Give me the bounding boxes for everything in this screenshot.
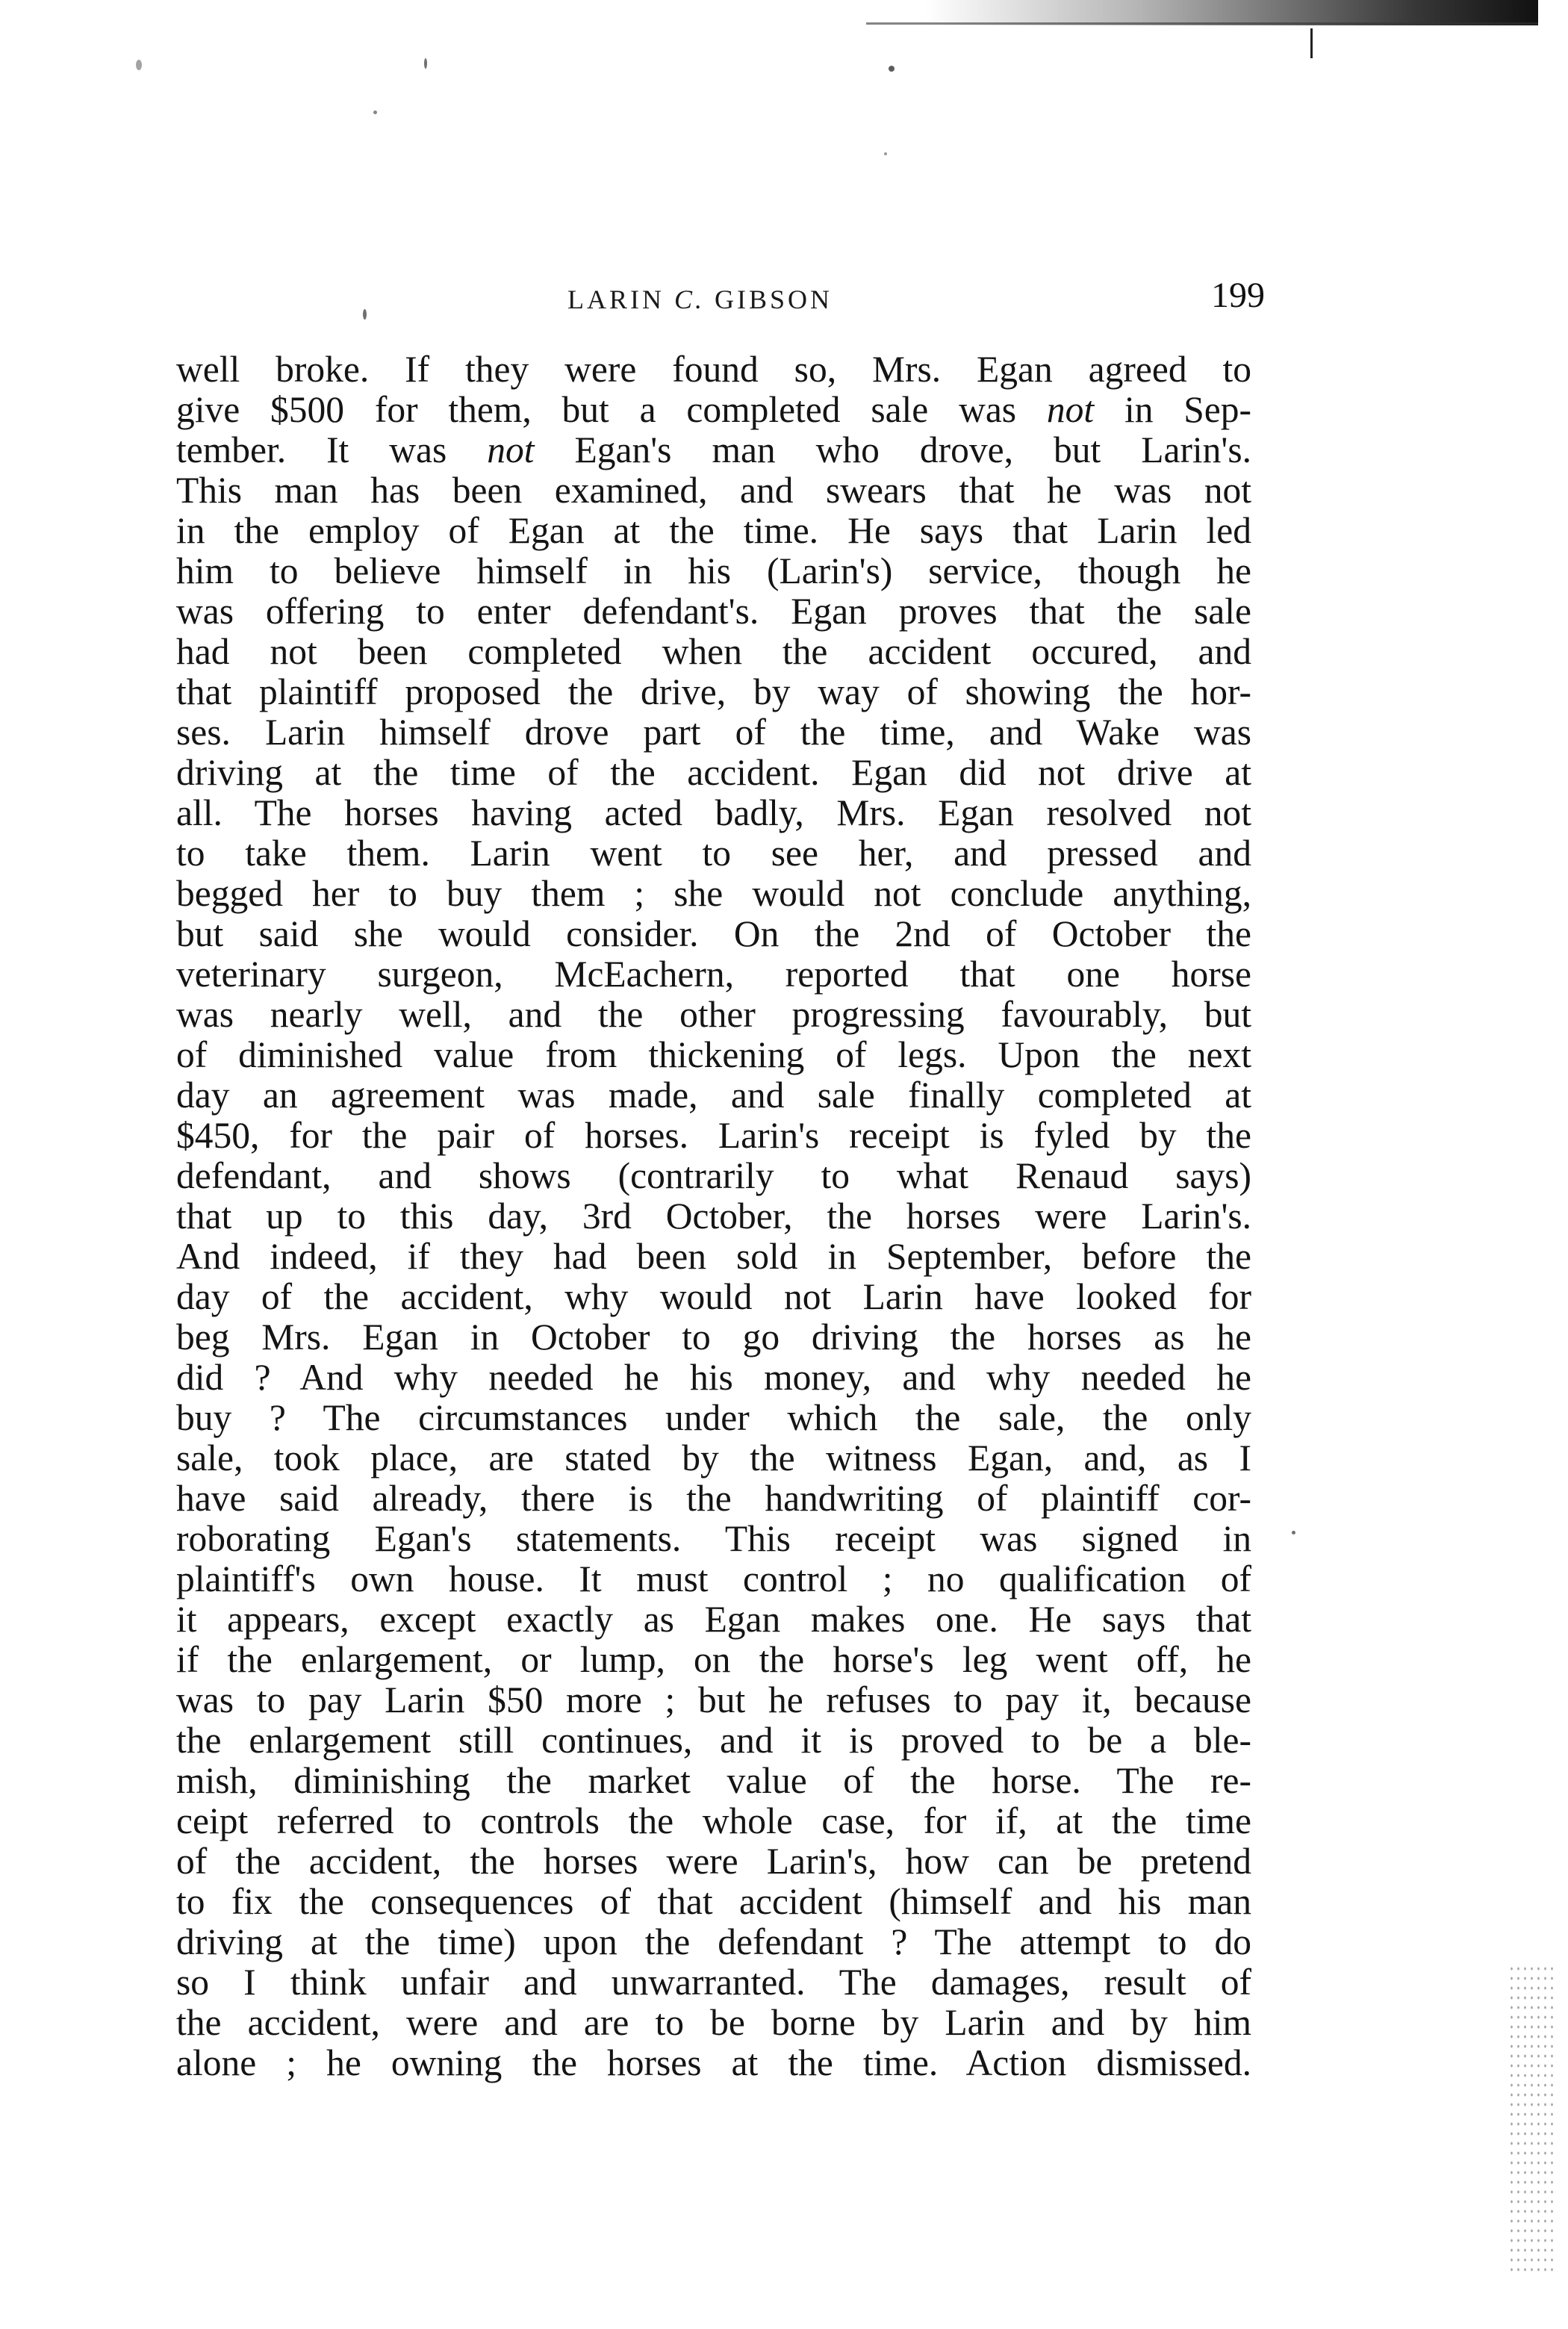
text-line: him to believe himself in his (Larin's) service, though he bbox=[176, 550, 1251, 591]
text-line: have said already, there is the handwriting of plaintiff cor- bbox=[176, 1478, 1251, 1519]
running-head-surname: GIBSON bbox=[705, 284, 833, 314]
running-head-name: LARIN bbox=[567, 284, 674, 314]
scan-speck bbox=[136, 60, 142, 70]
text-line: driving at the time) upon the defendant ? The attempt to do bbox=[176, 1921, 1251, 1962]
scan-edge-line bbox=[866, 22, 1538, 25]
text-run: in Sep- bbox=[1094, 389, 1251, 430]
body-text bbox=[176, 349, 1251, 2083]
text-line: to take them. Larin went to see her, and pressed and bbox=[176, 833, 1251, 874]
emphasis: not bbox=[487, 429, 535, 470]
text-line: mish, diminishing the market value of the horse. The re- bbox=[176, 1760, 1251, 1801]
text-line: This man has been examined, and swears that he was not bbox=[176, 470, 1251, 511]
page-header bbox=[0, 275, 1568, 320]
text-line: of diminished value from thickening of legs. Upon the next bbox=[176, 1034, 1251, 1075]
emphasis: not bbox=[1046, 389, 1095, 430]
text-line bbox=[176, 430, 1251, 470]
text-line: sale, took place, are stated by the witness Egan, and, as I bbox=[176, 1437, 1251, 1478]
text-line: ses. Larin himself drove part of the time, and Wake was bbox=[176, 712, 1251, 753]
scan-speck bbox=[424, 58, 427, 69]
scan-margin-noise bbox=[1508, 1964, 1553, 2277]
text-line: $450, for the pair of horses. Larin's receipt is fyled by the bbox=[176, 1115, 1251, 1156]
text-line: alone ; he owning the horses at the time. Action dismissed. bbox=[176, 2042, 1251, 2083]
text-line: buy ? The circumstances under which the sale, the only bbox=[176, 1397, 1251, 1438]
text-run: tember. It was bbox=[176, 429, 488, 470]
text-line: was offering to enter defendant's. Egan proves that the sale bbox=[176, 591, 1251, 632]
text-line: to fix the consequences of that accident (himself and his man bbox=[176, 1881, 1251, 1922]
text-run: Egan's man who drove, but Larin's. bbox=[534, 429, 1251, 470]
text-line: but said she would consider. On the 2nd of October the bbox=[176, 913, 1251, 954]
text-line: so I think unfair and unwarranted. The damages, result of bbox=[176, 1962, 1251, 2003]
text-line: it appears, except exactly as Egan makes one. He says that bbox=[176, 1599, 1251, 1640]
text-line: plaintiff's own house. It must control ; no qualification of bbox=[176, 1558, 1251, 1599]
text-line: was to pay Larin $50 more ; but he refuses to pay it, because bbox=[176, 1679, 1251, 1720]
text-line: all. The horses having acted badly, Mrs. Egan resolved not bbox=[176, 792, 1251, 833]
text-line: driving at the time of the accident. Egan did not drive at bbox=[176, 752, 1251, 793]
text-line: had not been completed when the accident occured, and bbox=[176, 631, 1251, 672]
scan-speck bbox=[373, 111, 377, 114]
text-line: was nearly well, and the other progressing favourably, but bbox=[176, 994, 1251, 1035]
text-line: day an agreement was made, and sale finally completed at bbox=[176, 1075, 1251, 1116]
text-line: that plaintiff proposed the drive, by way of showing the hor- bbox=[176, 671, 1251, 712]
text-line: that up to this day, 3rd October, the horses were Larin's. bbox=[176, 1195, 1251, 1237]
text-line: the enlargement still continues, and it is proved to be a ble- bbox=[176, 1720, 1251, 1761]
text-line: begged her to buy them ; she would not conclude anything, bbox=[176, 873, 1251, 914]
text-line: ceipt referred to controls the whole case, for if, at the time bbox=[176, 1800, 1251, 1841]
text-line: if the enlargement, or lump, on the horse's leg went off, he bbox=[176, 1639, 1251, 1680]
text-line: day of the accident, why would not Larin have looked for bbox=[176, 1276, 1251, 1317]
running-head bbox=[567, 284, 833, 315]
scan-tick-mark bbox=[1310, 28, 1313, 58]
text-line: beg Mrs. Egan in October to go driving the horses as he bbox=[176, 1316, 1251, 1358]
scan-edge-shadow bbox=[926, 0, 1538, 25]
text-line: of the accident, the horses were Larin's, how can be pretend bbox=[176, 1841, 1251, 1882]
text-line: in the employ of Egan at the time. He says that Larin led bbox=[176, 510, 1251, 551]
scan-speck bbox=[889, 66, 895, 72]
text-line: well broke. If they were found so, Mrs. Egan agreed to bbox=[176, 349, 1251, 390]
text-line: the accident, were and are to be borne by Larin and by him bbox=[176, 2002, 1251, 2043]
text-line: And indeed, if they had been sold in September, before the bbox=[176, 1236, 1251, 1277]
scan-speck bbox=[884, 152, 887, 155]
text-line bbox=[176, 390, 1251, 430]
text-line: did ? And why needed he his money, and why needed he bbox=[176, 1357, 1251, 1398]
running-head-initial: C. bbox=[674, 284, 706, 314]
scan-speck bbox=[1292, 1531, 1295, 1534]
page-number: 199 bbox=[1211, 276, 1265, 315]
text-line: roborating Egan's statements. This receipt was signed in bbox=[176, 1518, 1251, 1559]
text-run: give $500 for them, but a completed sale was bbox=[176, 389, 1047, 430]
text-line: defendant, and shows (contrarily to what Renaud says) bbox=[176, 1155, 1251, 1196]
text-line: veterinary surgeon, McEachern, reported that one horse bbox=[176, 954, 1251, 995]
